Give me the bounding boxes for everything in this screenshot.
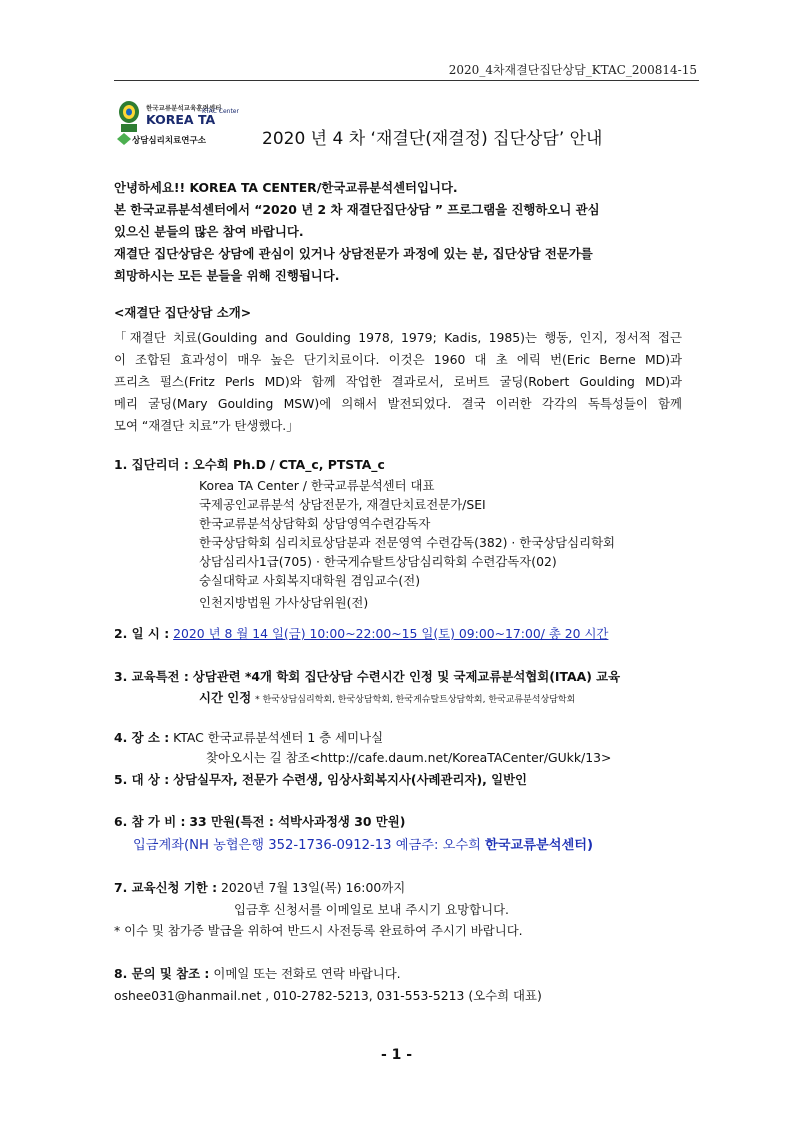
credential-line: 숭실대학교 사회복지대학원 겸임교수(전) bbox=[199, 573, 421, 588]
apply-note-2: * 이수 및 참가증 발급을 위하여 반드시 사전등록 완료하여 주시기 바랍니다. bbox=[114, 923, 523, 938]
contact-value: 이메일 또는 전화로 연락 바랍니다. bbox=[213, 966, 401, 981]
leader-credentials bbox=[199, 476, 615, 612]
account-info: 입금계좌(NH 농협은행 352-1736-0912-13 예금주: 오수희 bbox=[133, 838, 486, 853]
benefit-note: * 한국상담심리학회, 한국상담학회, 한국게슈탈트상담학회, 한국교류분석상담학회 bbox=[255, 695, 576, 705]
benefit-row bbox=[114, 667, 620, 685]
place-value: KTAC 한국교류분석센터 1 층 세미나실 bbox=[173, 730, 384, 745]
leader-name: 오수희 Ph.D / CTA_c, PTSTA_c bbox=[192, 457, 385, 472]
logo-institute: 상담심리치료연구소 bbox=[132, 136, 206, 146]
contact-row bbox=[114, 964, 401, 982]
place-label: 4. 장 소 : bbox=[114, 730, 170, 745]
credential-line: 상담심리사1급(705) · 한국게슈탈트상담심리학회 수련감독자(02) bbox=[199, 554, 557, 569]
about-heading: <재결단 집단상담 소개> bbox=[114, 305, 252, 320]
intro-line: 재결단 집단상담은 상담에 관심이 있거나 상담전문가 과정에 있는 분, 집단상담 전문가를 bbox=[114, 246, 593, 261]
target-row bbox=[114, 770, 527, 788]
doc-code: 2020_4차재결단집단상담_KTAC_200814-15 bbox=[448, 63, 697, 77]
benefit-value-2: 시간 인정 bbox=[199, 690, 252, 705]
schedule-value: 2020 년 8 월 14 일(금) 10:00~22:00~15 일(토) 09:00~17:00/ 총 20 시간 bbox=[173, 626, 609, 641]
directions-link[interactable]: 찾아오시는 길 참조<http://cafe.daum.net/KoreaTACenter/GUkk/13> bbox=[206, 750, 612, 765]
apply-row bbox=[114, 878, 405, 896]
header-divider bbox=[114, 80, 699, 81]
leader-row bbox=[114, 455, 385, 473]
logo-org-line: 한국교류분석교육훈련센터 bbox=[146, 104, 222, 112]
credential-line: 한국교류분석상담학회 상담영역수련감독자 bbox=[199, 516, 431, 531]
benefit-value: 상담관련 *4개 학회 집단상담 수련시간 인정 및 국제교류분석협회(ITAA) 교육 bbox=[192, 669, 621, 684]
fee-account bbox=[133, 834, 593, 853]
credential-line: Korea TA Center / 한국교류분석센터 대표 bbox=[199, 478, 435, 493]
target-label: 5. 대 상 : bbox=[114, 772, 170, 787]
place-directions bbox=[206, 748, 611, 767]
intro-line: 있으신 분들의 많은 참여 바랍니다. bbox=[114, 224, 304, 239]
account-holder: 한국교류분석센터) bbox=[485, 838, 593, 853]
about-line: 메리 굴딩(Mary Goulding MSW)에 의해서 발전되었다. 결국 이러한 각각의 독특성들이 함께 bbox=[114, 396, 682, 411]
page-title: 2020 년 4 차 ‘재결단(재결정) 집단상담’ 안내 bbox=[262, 129, 603, 149]
logo-brand: KOREA TA bbox=[146, 112, 216, 127]
place-row bbox=[114, 728, 383, 746]
schedule-row bbox=[114, 624, 608, 642]
credential-line: 인천지방법원 가사상담위원(전) bbox=[199, 595, 369, 610]
intro-line: 안녕하세요!! KOREA TA CENTER/한국교류분석센터입니다. bbox=[114, 180, 458, 195]
leader-label: 1. 집단리더 : bbox=[114, 457, 189, 472]
intro-line: 희망하시는 모든 분들을 위해 진행됩니다. bbox=[114, 268, 340, 283]
apply-note-1: 입금후 신청서를 이메일로 보내 주시기 요망합니다. bbox=[234, 902, 509, 917]
intro-paragraph bbox=[114, 177, 694, 287]
logo-brand-sub: KTAC Center bbox=[202, 108, 239, 115]
intro-line: 본 한국교류분석센터에서 “2020 년 2 차 재결단집단상담 ” 프로그램을 진행하오니 관심 bbox=[114, 202, 600, 217]
credential-line: 한국상담학회 심리치료상담분과 전문영역 수련감독(382) · 한국상담심리학회 bbox=[199, 535, 616, 550]
contact-details: oshee031@hanmail.net , 010-2782-5213, 031-553-5213 (오수희 대표) bbox=[114, 988, 542, 1003]
schedule-label: 2. 일 시 : bbox=[114, 626, 170, 641]
about-line: 모여 “재결단 치료”가 탄생했다.」 bbox=[114, 418, 299, 433]
fee-value: 33 만원(특전 : 석박사과정생 30 만원) bbox=[189, 814, 406, 829]
ktac-logo bbox=[116, 100, 256, 148]
about-line: 프리츠 펄스(Fritz Perls MD)와 함께 작업한 결과로서, 로버트 굴딩(Robert Goulding MD)과 bbox=[114, 374, 682, 389]
about-line: 「재결단 치료(Goulding and Goulding 1978, 1979; Kadis, 1985)는 행동, 인지, 정서적 접근 bbox=[114, 330, 682, 345]
contact-label: 8. 문의 및 참조 : bbox=[114, 966, 210, 981]
target-value: 상담실무자, 전문가 수련생, 임상사회복지사(사례관리자), 일반인 bbox=[173, 772, 528, 787]
apply-deadline: 2020년 7월 13일(목) 16:00까지 bbox=[221, 880, 406, 895]
benefit-label: 3. 교육특전 : bbox=[114, 669, 189, 684]
credential-line: 국제공인교류분석 상담전문가, 재결단치료전문가/SEI bbox=[199, 497, 486, 512]
about-line: 이 조합된 효과성이 매우 높은 단기치료이다. 이것은 1960 대 초 에릭 번(Eric Berne MD)과 bbox=[114, 352, 682, 367]
fee-label: 6. 참 가 비 : bbox=[114, 814, 186, 829]
logo-leaf-icon bbox=[116, 132, 132, 146]
benefit-row-2 bbox=[199, 688, 575, 710]
fee-row bbox=[114, 812, 405, 830]
about-body bbox=[114, 327, 682, 437]
page-number: - 1 - bbox=[380, 1047, 413, 1063]
apply-label: 7. 교육신청 기한 : bbox=[114, 880, 218, 895]
